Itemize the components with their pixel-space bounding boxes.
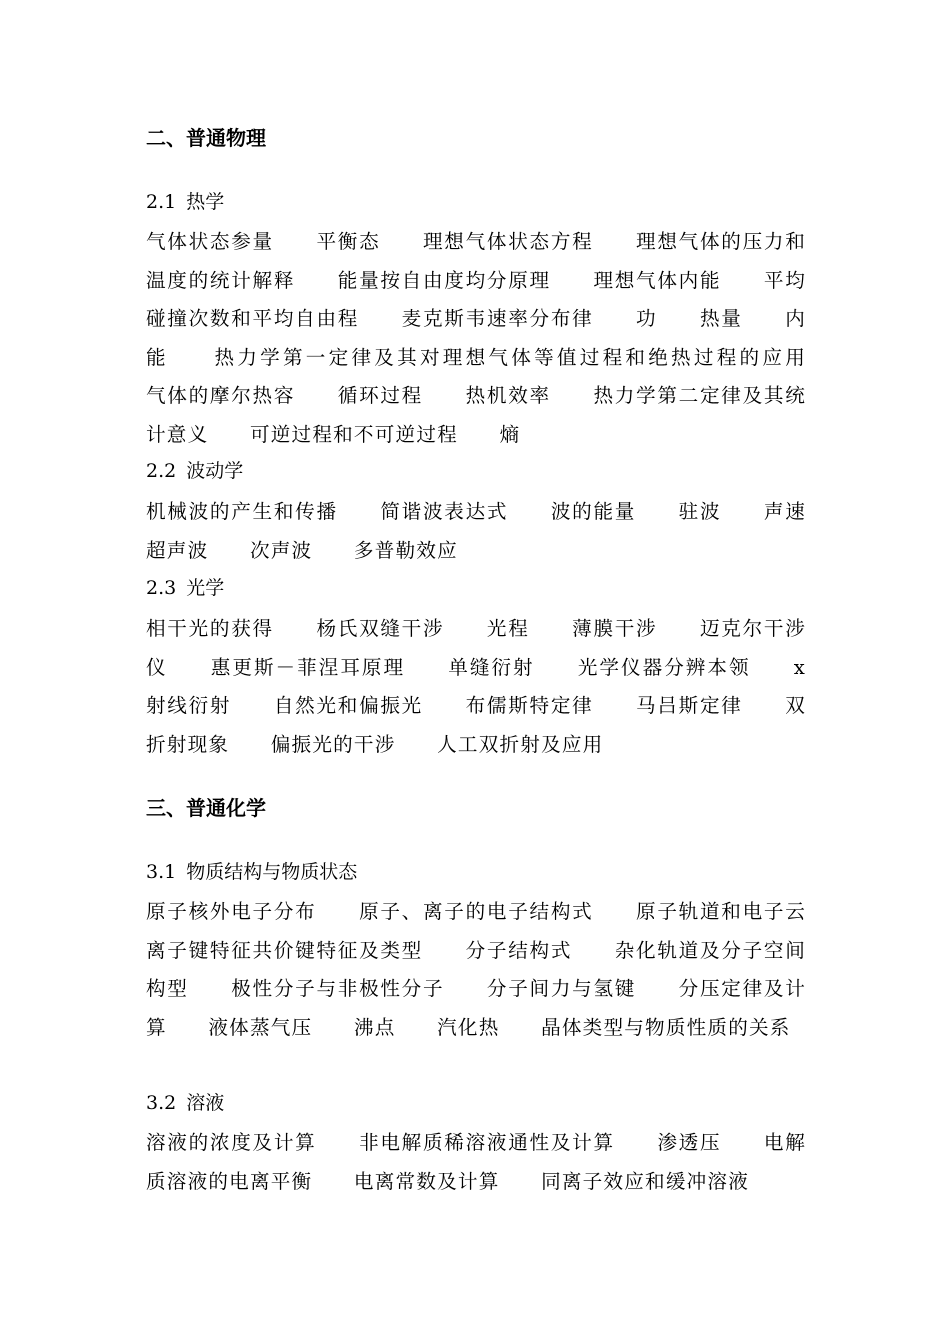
subsection-title: 热学 — [186, 191, 225, 213]
subsection-number: 2.1 — [146, 191, 177, 213]
subsection-title: 物质结构与物质状态 — [186, 861, 358, 883]
subsection-number: 2.3 — [146, 577, 177, 599]
subsection-number: 2.2 — [146, 460, 177, 482]
subsection-number: 3.1 — [146, 861, 177, 883]
subsection-heading-structure — [146, 853, 357, 891]
section-heading-physics: 二、普通物理 — [146, 126, 266, 150]
paragraph-optics-topics: 相干光的获得 杨氏双缝干涉 光程 薄膜干涉 迈克尔干涉仪 惠更斯－菲涅耳原理 单缝衍射 光学仪器分辨本领 x 射线衍射 自然光和偏振光 布儒斯特定律 马吕斯定律 双折射现象 偏振光的干涉 人工双折射及应用 — [146, 617, 806, 756]
subsection-heading-optics — [146, 569, 224, 607]
subsection-title: 光学 — [186, 577, 225, 599]
subsection-title: 溶液 — [186, 1092, 225, 1114]
paragraph-solutions-topics: 溶液的浓度及计算 非电解质稀溶液通性及计算 渗透压 电解质溶液的电离平衡 电离常数及计算 同离子效应和缓冲溶液 — [146, 1131, 806, 1193]
paragraph-thermodynamics-topics: 气体状态参量 平衡态 理想气体状态方程 理想气体的压力和温度的统计解释 能量按自由度均分原理 理想气体内能 平均碰撞次数和平均自由程 麦克斯韦速率分布律 功 热量 内能 热力学第一定律及其对理想气体等值过程和绝热过程的应用 气体的摩尔热容 循环过程 热机效率 热力学第二定律及其统计意义 可逆过程和不可逆过程 熵 — [146, 230, 848, 446]
paragraph-waves-topics: 机械波的产生和传播 简谐波表达式 波的能量 驻波 声速 超声波 次声波 多普勒效应 — [146, 500, 848, 562]
paragraph-structure-topics: 原子核外电子分布 原子、离子的电子结构式 原子轨道和电子云 离子键特征共价键特征及类型 分子结构式 杂化轨道及分子空间构型 极性分子与非极性分子 分子间力与氢键 分压定律及计算 液体蒸气压 沸点 汽化热 晶体类型与物质性质的关系 — [146, 900, 848, 1039]
subsection-number: 3.2 — [146, 1092, 177, 1114]
subsection-title: 波动学 — [186, 460, 244, 482]
subsection-heading-solutions — [146, 1084, 224, 1122]
section-heading-chemistry: 三、普通化学 — [146, 796, 266, 820]
subsection-heading-thermodynamics — [146, 183, 224, 221]
subsection-heading-waves — [146, 452, 243, 490]
